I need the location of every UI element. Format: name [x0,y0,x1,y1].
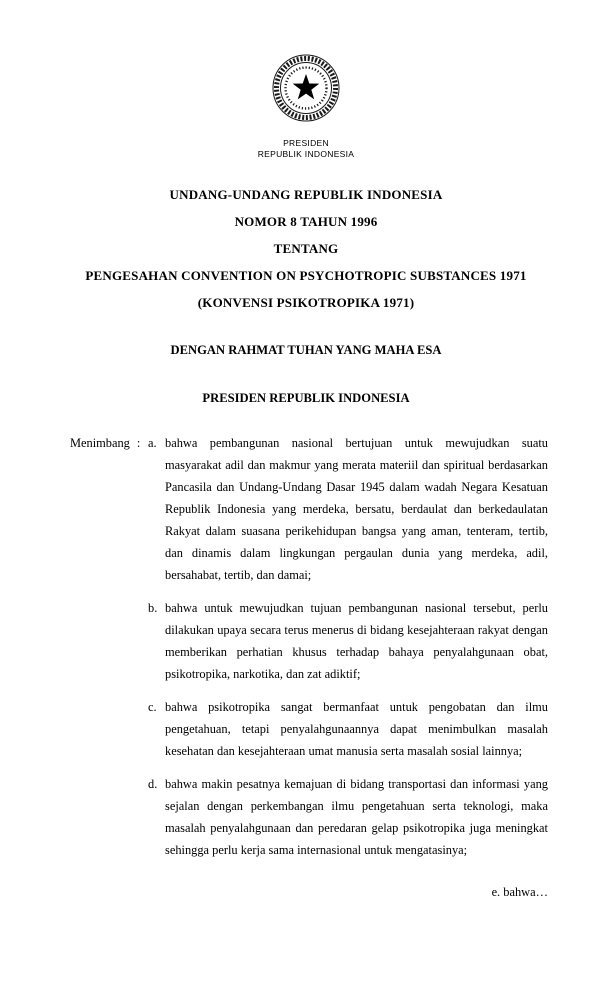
presidential-seal-icon [266,50,346,130]
consideration-letter: b. [148,600,158,615]
title-line-4: PENGESAHAN CONVENTION ON PSYCHOTROPIC SUBSTANCES 1971 [85,267,527,283]
consideration-item-d [148,773,548,861]
invocation-line: DENGAN RAHMAT TUHAN YANG MAHA ESA [170,342,442,357]
consideration-text: bahwa makin pesatnya kemajuan di bidang transportasi dan informasi yang sejalan dengan perkembangan ilmu pengetahuan serta teknologi, maka masalah penyalahgunaan dan peredaran gelap psikotropika juga meningkat sehingga perlu kerja sama internasional untuk mengatasinya; [165,776,548,857]
title-line-3: TENTANG [273,240,339,256]
letterhead-seal-area [0,0,612,135]
consideration-text: bahwa untuk mewujudkan tujuan pembangunan nasional tersebut, perlu dilakukan upaya secara terus menerus di bidang kesejahteraan rakyat dengan memberikan perhatian khusus terhadap bahaya penyalahgunaan obat, psikotropika, narkotika, dan zat adiktif; [165,600,548,681]
consideration-text: bahwa psikotropika sangat bermanfaat untuk pengobatan dan ilmu pengetahuan, tetapi penyalahgunaannya dapat menimbulkan masalah kesehatan dan kesejahteraan umat manusia serta masalah sosial lainnya; [165,699,548,758]
letterhead-line-republik-indonesia: REPUBLIK INDONESIA [257,149,355,160]
title-line-2: NOMOR 8 TAHUN 1996 [234,213,378,229]
authority-line: PRESIDEN REPUBLIK INDONESIA [202,390,410,405]
letterhead-line-presiden: PRESIDEN [283,138,329,148]
considerations-label [70,432,148,872]
title-line-5: (KONVENSI PSIKOTROPIKA 1971) [197,294,415,310]
document-title-block [0,181,612,316]
title-line-1: UNDANG-UNDANG REPUBLIK INDONESIA [169,186,443,202]
considerations-label-text: Menimbang [70,435,130,450]
consideration-text: bahwa pembangunan nasional bertujuan untuk mewujudkan suatu masyarakat adil dan makmur yang merata materiil dan spiritual berdasarkan Pancasila dan Undang-Undang Dasar 1945 dalam wadah Negara Kesatuan Republik Indonesia yang merdeka, bersatu, berdaulat dan berkedaulatan Rakyat dalam suasana perikehidupan bangsa yang aman, tenteram, tertib, dan dinamis dalam lingkungan pergaulan dunia yang merdeka, adil, bersahabat, tertib, dan damai; [165,435,548,582]
letterhead-caption [0,138,612,161]
consideration-item-b [148,597,548,685]
considerations-section [70,432,548,872]
considerations-label-colon: : [136,435,141,450]
consideration-letter: a. [148,435,157,450]
considerations-list [148,432,548,872]
consideration-letter: c. [148,699,157,714]
page-continuation-catchword: e. bahwa… [491,884,548,899]
consideration-letter: d. [148,776,158,791]
consideration-item-c [148,696,548,762]
consideration-item-a [148,432,548,586]
